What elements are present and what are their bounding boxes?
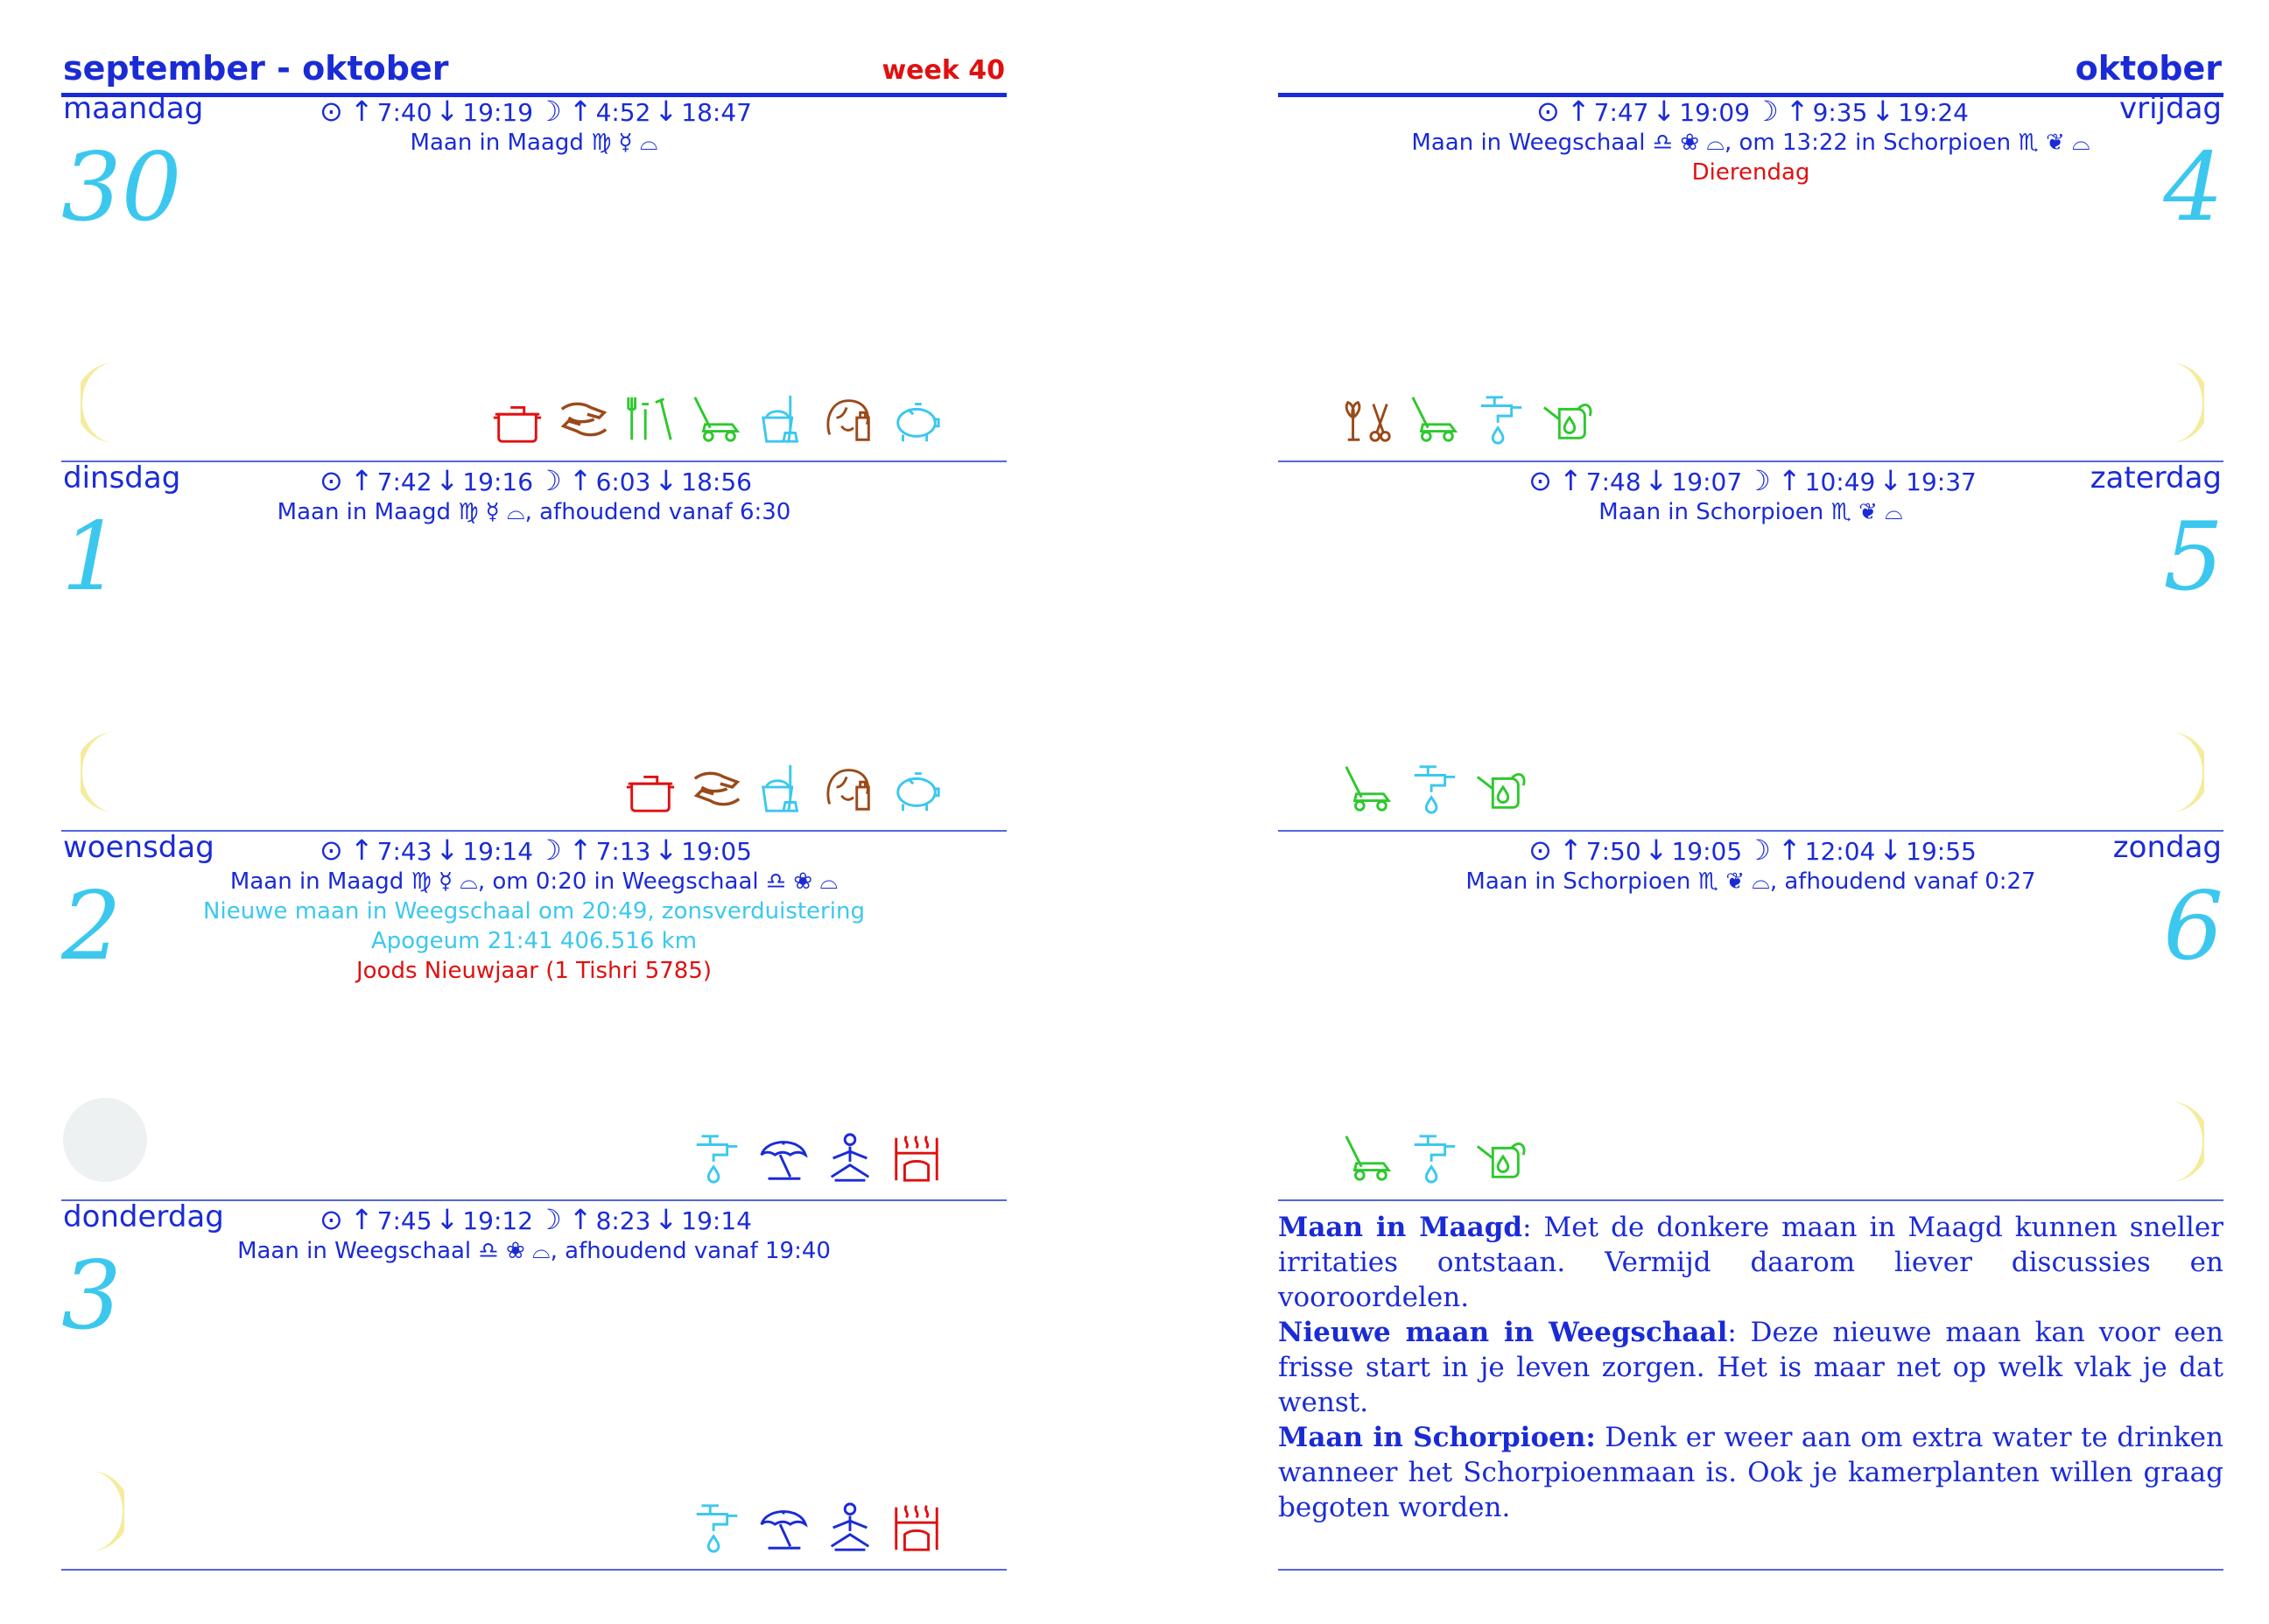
day-info (1278, 96, 2223, 187)
day-number: 30 (61, 133, 182, 243)
event-text: Nieuwe maan in Weegschaal om 20:49, zonsverduistering (203, 898, 865, 924)
piggy-bank-icon (889, 762, 944, 816)
watering-can-icon (1474, 762, 1528, 816)
moon-sign-text: Maan in Schorpioen ♏ ❦ ⌓, afhoudend vanaf 0:27 (1465, 868, 2036, 895)
sunset-time: 19:12 (462, 1206, 534, 1235)
note-text: Denk er weer aan om extra water te drinken wanneer het Schorpioenmaan is. Ook je kamerplanten willen graag begoten worden. (1278, 1422, 2223, 1523)
rise-arrow-icon: ↑ (1566, 95, 1591, 128)
day-info (61, 1205, 1007, 1266)
moonset-time: 19:37 (1906, 468, 1977, 496)
note-paragraph (1278, 1315, 2223, 1420)
sunrise-time: 7:48 (1585, 468, 1641, 496)
rise-arrow-icon: ↑ (568, 1203, 593, 1236)
moon-icon: ☽ (537, 95, 562, 128)
moonrise-time: 8:23 (595, 1206, 651, 1235)
cooking-pot-icon (623, 762, 678, 816)
set-arrow-icon: ↓ (1871, 95, 1895, 128)
sun-moon-times (61, 835, 1007, 867)
moonset-time: 19:55 (1906, 837, 1977, 866)
sunrise-time: 7:45 (376, 1206, 432, 1235)
set-arrow-icon: ↓ (1879, 464, 1903, 497)
activity-icons (1341, 392, 1595, 446)
waxing-crescent-moon-icon (81, 361, 124, 445)
moonset-time: 18:56 (681, 468, 752, 496)
sauna-icon (889, 1131, 944, 1185)
note-paragraph (1278, 1210, 2223, 1315)
note-text: : Deze nieuwe maan kan voor een frisse start in je leven zorgen. Het is maar net op welk vlak je dat wenst. (1278, 1317, 2223, 1418)
day-name: zondag (2112, 830, 2222, 865)
day-block (1278, 93, 2223, 462)
lawnmower-icon (1341, 762, 1395, 816)
day-info (61, 466, 1007, 527)
activity-icons (690, 1501, 944, 1555)
moonset-time: 19:05 (681, 837, 752, 866)
day-info (61, 835, 1007, 986)
moonrise-time: 10:49 (1804, 468, 1876, 496)
set-arrow-icon: ↓ (654, 833, 678, 867)
lawnmower-icon (1341, 1131, 1395, 1185)
sunset-time: 19:16 (462, 468, 534, 496)
day-info (1278, 835, 2223, 896)
lawnmower-icon (1408, 392, 1462, 446)
set-arrow-icon: ↓ (654, 1203, 678, 1236)
meditation-icon (823, 1501, 877, 1555)
sun-icon: ⊙ (1536, 95, 1560, 128)
sunset-time: 19:07 (1671, 468, 1743, 496)
cleaning-bucket-icon (756, 762, 811, 816)
rise-arrow-icon: ↑ (349, 833, 374, 867)
sun-icon: ⊙ (320, 833, 343, 867)
day-block (61, 1201, 1007, 1571)
sauna-icon (889, 1501, 944, 1555)
rise-arrow-icon: ↑ (349, 1203, 374, 1236)
sun-icon: ⊙ (320, 464, 343, 497)
waxing-crescent-moon-icon (81, 730, 124, 814)
sunrise-time: 7:42 (376, 468, 432, 496)
waning-crescent-moon-icon (2160, 361, 2204, 445)
sun-moon-times (61, 1205, 1007, 1236)
day-block (1278, 462, 2223, 832)
activity-icons (1341, 1131, 1528, 1185)
activity-icons (623, 762, 944, 816)
day-info (61, 96, 1007, 158)
water-tap-icon (1474, 392, 1528, 446)
sun-moon-times (1278, 466, 2223, 497)
set-arrow-icon: ↓ (1879, 833, 1903, 867)
rise-arrow-icon: ↑ (568, 95, 593, 128)
day-block (1278, 832, 2223, 1201)
day-number: 2 (61, 872, 122, 981)
sunset-time: 19:09 (1679, 98, 1751, 127)
set-arrow-icon: ↓ (435, 464, 460, 497)
moon-icon: ☽ (1746, 833, 1771, 867)
garden-tools-icon (623, 392, 678, 446)
day-name: zaterdag (2090, 460, 2222, 496)
set-arrow-icon: ↓ (435, 95, 460, 128)
event-text: Apogeum 21:41 406.516 km (370, 928, 698, 954)
water-tap-icon (1408, 762, 1462, 816)
note-title: Nieuwe maan in Weegschaal (1278, 1317, 1728, 1348)
moonset-time: 19:24 (1898, 98, 1969, 127)
sunset-time: 19:14 (462, 837, 534, 866)
moon-sign-text: Maan in Maagd ♍ ☿ ⌓, om 0:20 in Weegschaal ♎ ❀ ⌓ (229, 868, 839, 895)
moon-sign-text: Maan in Weegschaal ♎ ❀ ⌓, om 13:22 in Schorpioen ♏ ❦ ⌓ (1411, 130, 2090, 156)
set-arrow-icon: ↓ (1644, 833, 1668, 867)
day-block (61, 93, 1007, 462)
week-number: week 40 (882, 55, 1005, 86)
watering-can-icon (1474, 1131, 1528, 1185)
sun-moon-times (1278, 96, 2223, 128)
water-tap-icon (690, 1501, 744, 1555)
water-tap-icon (1408, 1131, 1462, 1185)
note-title: Maan in Schorpioen: (1278, 1422, 1596, 1453)
waning-crescent-moon-icon (81, 1469, 124, 1553)
set-arrow-icon: ↓ (435, 833, 460, 867)
hands-icon (690, 762, 744, 816)
page-title: oktober (2075, 49, 2222, 88)
meditation-icon (823, 1131, 877, 1185)
sun-moon-times (61, 466, 1007, 497)
moon-sign-text: Maan in Weegschaal ♎ ❀ ⌓, afhoudend vanaf 19:40 (237, 1238, 831, 1264)
activity-icons (690, 1131, 944, 1185)
moonrise-time: 6:03 (595, 468, 651, 496)
sun-icon: ⊙ (1528, 833, 1552, 867)
new-moon-icon (63, 1098, 147, 1182)
page-title: september - oktober (63, 49, 449, 88)
sunset-time: 19:19 (462, 98, 534, 127)
waning-crescent-moon-icon (2160, 730, 2204, 814)
moonset-time: 19:14 (681, 1206, 752, 1235)
day-name: dinsdag (63, 460, 181, 496)
day-name: woensdag (63, 830, 214, 865)
sun-moon-times (1278, 835, 2223, 867)
activity-icons (1341, 762, 1528, 816)
hair-care-icon (823, 392, 877, 446)
sunrise-time: 7:43 (376, 837, 432, 866)
rise-arrow-icon: ↑ (1785, 95, 1809, 128)
event-text: Joods Nieuwjaar (1 Tishri 5785) (355, 958, 713, 984)
hair-care-icon (823, 762, 877, 816)
rise-arrow-icon: ↑ (1777, 464, 1802, 497)
note-title: Maan in Maagd (1278, 1212, 1523, 1243)
rise-arrow-icon: ↑ (568, 464, 593, 497)
sunset-time: 19:05 (1671, 837, 1743, 866)
waning-crescent-moon-icon (2160, 1100, 2204, 1184)
set-arrow-icon: ↓ (1644, 464, 1668, 497)
moonrise-time: 7:13 (595, 837, 651, 866)
sun-icon: ⊙ (1528, 464, 1552, 497)
sunrise-time: 7:40 (376, 98, 432, 127)
moonrise-time: 9:35 (1812, 98, 1868, 127)
set-arrow-icon: ↓ (1652, 95, 1676, 128)
watering-can-icon (1541, 392, 1595, 446)
hands-icon (557, 392, 611, 446)
moon-icon: ☽ (537, 464, 562, 497)
day-number: 4 (2163, 133, 2223, 243)
day-number: 1 (61, 503, 122, 612)
day-name: maandag (63, 91, 204, 126)
day-info (1278, 466, 2223, 527)
day-name: vrijdag (2119, 91, 2222, 126)
moon-sign-text: Maan in Maagd ♍ ☿ ⌓, afhoudend vanaf 6:30 (277, 499, 791, 525)
rise-arrow-icon: ↑ (1558, 833, 1583, 867)
sunrise-time: 7:50 (1585, 837, 1641, 866)
rise-arrow-icon: ↑ (1777, 833, 1802, 867)
set-arrow-icon: ↓ (654, 464, 678, 497)
moon-icon: ☽ (1753, 95, 1779, 128)
day-number: 3 (61, 1241, 122, 1351)
plant-cutting-icon (1341, 392, 1395, 446)
moonrise-time: 12:04 (1804, 837, 1876, 866)
note-text: : Met de donkere maan in Maagd kunnen sneller irritaties ontstaan. Vermijd daarom liever discussies en vooroordelen. (1278, 1212, 2223, 1313)
cleaning-bucket-icon (756, 392, 811, 446)
sun-icon: ⊙ (320, 95, 343, 128)
sun-moon-times (61, 96, 1007, 128)
piggy-bank-icon (889, 392, 944, 446)
sun-icon: ⊙ (320, 1203, 343, 1236)
cooking-pot-icon (490, 392, 544, 446)
lawnmower-icon (690, 392, 744, 446)
set-arrow-icon: ↓ (654, 95, 678, 128)
day-block (61, 462, 1007, 832)
moon-icon: ☽ (537, 1203, 562, 1236)
note-paragraph (1278, 1420, 2223, 1525)
moon-icon: ☽ (1746, 464, 1771, 497)
moonrise-time: 4:52 (595, 98, 651, 127)
moon-sign-text: Maan in Schorpioen ♏ ❦ ⌓ (1598, 499, 1903, 525)
rise-arrow-icon: ↑ (568, 833, 593, 867)
moon-sign-text: Maan in Maagd ♍ ☿ ⌓ (410, 130, 658, 156)
day-number: 5 (2163, 503, 2223, 612)
left-page-header (61, 44, 1007, 97)
day-name: donderdag (63, 1199, 224, 1234)
rise-arrow-icon: ↑ (349, 95, 374, 128)
event-text: Dierendag (1691, 159, 1810, 186)
water-tap-icon (690, 1131, 744, 1185)
sunrise-time: 7:47 (1593, 98, 1649, 127)
rise-arrow-icon: ↑ (349, 464, 374, 497)
rise-arrow-icon: ↑ (1558, 464, 1583, 497)
beach-umbrella-icon (756, 1131, 811, 1185)
day-number: 6 (2163, 872, 2223, 981)
activity-icons (490, 392, 944, 446)
set-arrow-icon: ↓ (435, 1203, 460, 1236)
moon-notes (1278, 1210, 2223, 1571)
beach-umbrella-icon (756, 1501, 811, 1555)
moon-icon: ☽ (537, 833, 562, 867)
moonset-time: 18:47 (681, 98, 752, 127)
right-page-header (1278, 44, 2223, 97)
day-block (61, 832, 1007, 1201)
